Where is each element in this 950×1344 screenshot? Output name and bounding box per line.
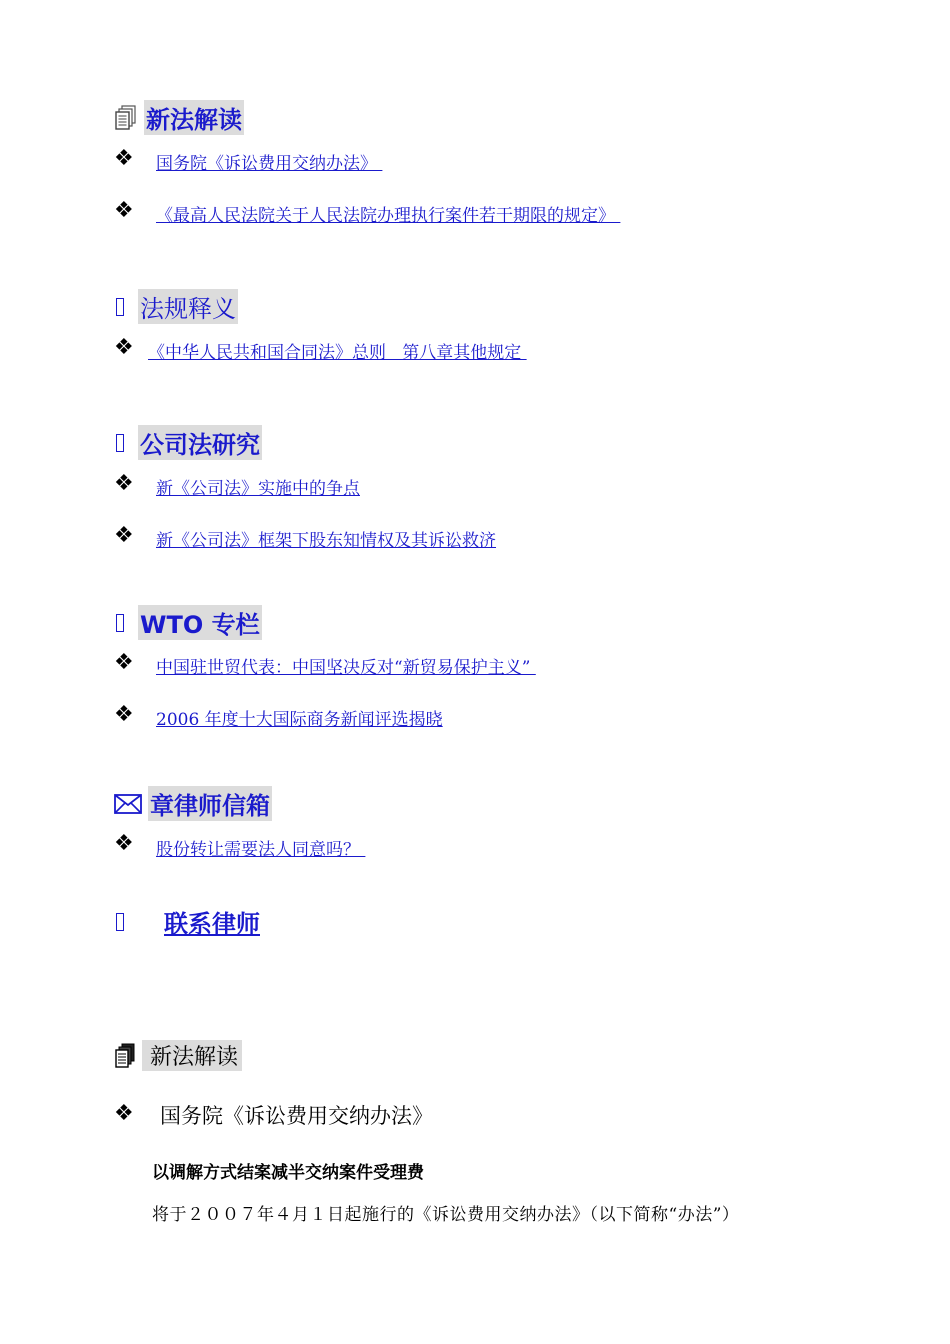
- box-icon: [116, 434, 124, 452]
- article-subhead: 以调解方式结案减半交纳案件受理费: [152, 1163, 424, 1183]
- section-heading-regulation-interpretation: [114, 289, 238, 324]
- bullet-icon: ❖: [114, 523, 134, 548]
- box-icon: [116, 614, 124, 632]
- section-heading-text: 新法解读: [144, 100, 244, 135]
- document-stack-icon: [114, 105, 138, 131]
- link-contract-law-chapter-eight[interactable]: 《中华人民共和国合同法》总则 第八章其他规定: [148, 343, 527, 363]
- envelope-icon: [114, 794, 142, 814]
- bullet-icon: ❖: [114, 1101, 134, 1126]
- bullet-icon: ❖: [114, 702, 134, 727]
- section-heading-text: 公司法研究: [138, 425, 262, 460]
- box-icon: [116, 298, 124, 316]
- link-litigation-fee-measures[interactable]: 国务院《诉讼费用交纳办法》: [156, 154, 383, 174]
- article-section-heading-text: 新法解读: [142, 1040, 242, 1071]
- box-icon: [116, 913, 124, 931]
- link-company-law-disputes[interactable]: 新《公司法》实施中的争点: [156, 479, 360, 499]
- document-stack-icon: [114, 1043, 136, 1069]
- link-share-transfer-consent[interactable]: 股份转让需要法人同意吗？: [156, 840, 366, 860]
- link-shareholder-information-rights[interactable]: 新《公司法》框架下股东知情权及其诉讼救济: [156, 531, 496, 551]
- link-supreme-court-execution-deadlines[interactable]: 《最高人民法院关于人民法院办理执行案件若干期限的规定》: [156, 206, 621, 226]
- contact-lawyer-link[interactable]: 联系律师: [164, 910, 260, 938]
- section-heading-wto: [114, 605, 262, 640]
- bullet-icon: ❖: [114, 146, 134, 171]
- section-heading-new-law: [114, 100, 244, 135]
- link-2006-business-news[interactable]: 2006 年度十大国际商务新闻评选揭晓: [156, 710, 443, 730]
- bullet-icon: ❖: [114, 198, 134, 223]
- article-paragraph: 将于２００７年４月１日起施行的《诉讼费用交纳办法》（以下简称“办法”）: [152, 1205, 740, 1225]
- article-section-heading: [114, 1040, 242, 1071]
- bullet-icon: ❖: [114, 335, 134, 360]
- link-wto-trade-protectionism[interactable]: 中国驻世贸代表：中国坚决反对“新贸易保护主义”: [156, 658, 536, 678]
- bullet-icon: ❖: [114, 650, 134, 675]
- bullet-icon: ❖: [114, 471, 134, 496]
- section-heading-lawyer-mailbox: [114, 786, 272, 821]
- section-heading-text: WTO 专栏: [138, 605, 262, 640]
- section-heading-company-law: [114, 425, 262, 460]
- article-title: 国务院《诉讼费用交纳办法》: [160, 1104, 433, 1128]
- section-heading-contact-lawyer[interactable]: [114, 904, 260, 939]
- section-heading-text: 法规释义: [138, 289, 238, 324]
- section-heading-text: 章律师信箱: [148, 786, 272, 821]
- bullet-icon: ❖: [114, 831, 134, 856]
